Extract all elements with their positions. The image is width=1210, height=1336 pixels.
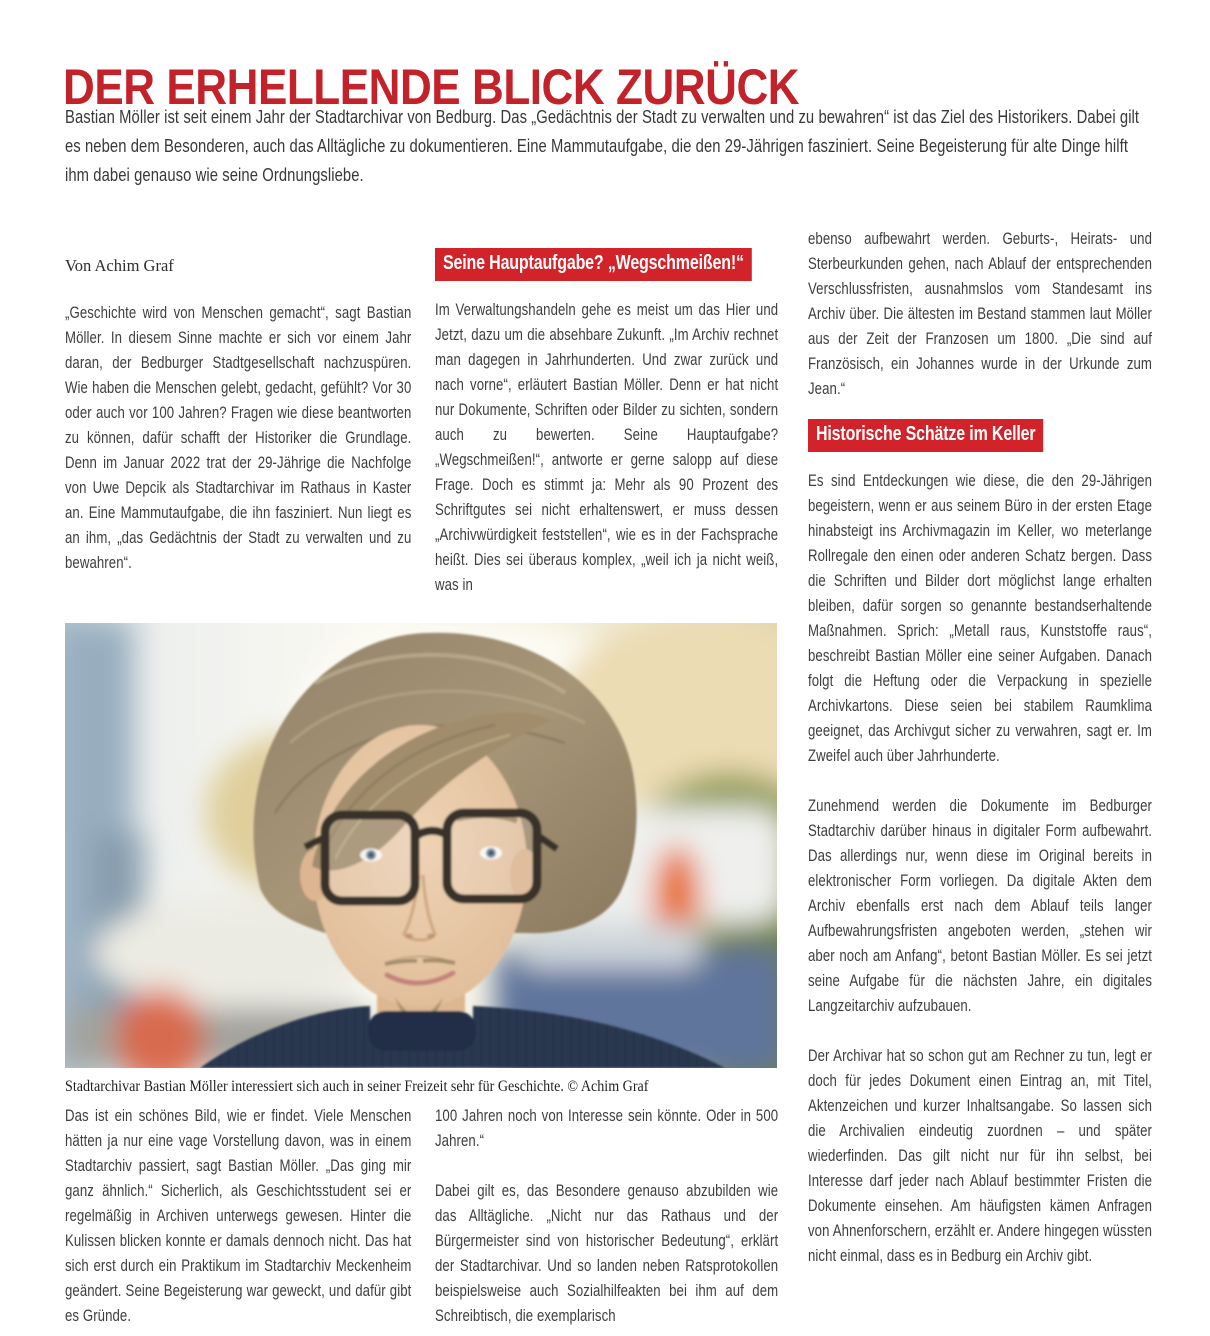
paragraph: „Geschichte wird von Menschen gemacht“, sagt Bastian Möller. In diesem Sinne machte er sich vor einem Jahr daran, der Bedburger Stadtgesellschaft nachzuspüren. Wie haben die Menschen gelebt, gedacht, gefühlt? Vor 30 oder auch vor 100 Jahren? Fragen wie diese beantworten zu können, dafür schafft der Historiker die Grundlage. Denn im Januar 2022 trat der 29-Jährige die Nachfolge von Uwe Depcik als Stadtarchivar im Rathaus in Kaster an. Eine Mammutaufgabe, die ihn fasziniert. Nun liegt es an ihm, „das Gedächtnis der Stadt zu verwalten und zu bewahren“. (65, 304, 412, 572)
photo-caption: Stadtarchivar Bastian Möller interessiert sich auch in seiner Freizeit sehr für Geschichte. © Achim Graf (65, 1078, 649, 1095)
portrait-photo (65, 623, 777, 1068)
author-byline: Von Achim Graf (65, 256, 174, 275)
article-headline: DER ERHELLENDE BLICK ZURÜCK (63, 58, 800, 115)
column2-top-section (435, 248, 778, 598)
paragraph: Das ist ein schönes Bild, wie er findet. Viele Menschen hätten ja nur eine vage Vorstellung davon, was in einem Stadtarchiv passiert, sagt Bastian Möller. „Das ging mir ganz ähnlich.“ Sicherlich, als Geschichtsstudent sei er regelmäßig in Archiven unterwegs gewesen. Hinter die Kulissen blicken konnte er damals dennoch nicht. Das hat sich erst durch ein Praktikum im Stadtarchiv Meckenheim geändert. Seine Begeisterung war geweckt, und dafür gibt es Gründe. (65, 1107, 412, 1325)
section-subhead-treasures: Historische Schätze im Keller (808, 419, 1043, 452)
column3-section (808, 227, 1152, 1269)
column1-bottom-paragraph (65, 1104, 411, 1329)
paragraph: Es sind Entdeckungen wie diese, die den 29-Jährigen begeistern, wenn er aus seinem Büro in der ersten Etage hinabsteigt ins Archivmagazin im Keller, wo meterlange Rollregale den einen oder anderen Schatz bergen. Dass die Schriften und Bilder dort möglichst lange erhalten bleiben, dafür sorgen so genannte bestandserhaltende Maßnahmen. Sprich: „Metall raus, Kunststoffe raus“, beschreibt Bastian Möller eine seiner Aufgaben. Danach folgt die Heftung oder die Verpackung in spezielle Archivkartons. Diese seien bei stabilem Raumklima geeignet, das Archivgut sicher zu verwahren, sagt er. Im Zweifel auch über Jahrhunderte. (808, 472, 1152, 765)
column2-bottom-paragraphs (435, 1104, 778, 1329)
portrait-photo-illustration (65, 623, 777, 1068)
section-subhead-main-task: Seine Hauptaufgabe? „Wegschmeißen!“ (435, 248, 752, 281)
paragraph: Dabei gilt es, das Besondere genauso abzubilden wie das Alltägliche. „Nicht nur das Rathaus und der Bürgermeister sind von historischer Bedeutung“, erklärt der Stadtarchivar. Und so landen neben Ratsprotokollen beispielsweise auch Sozialhilfeakten bei ihm auf dem Schreibtisch, die exemplarisch (435, 1182, 779, 1325)
paragraph: ebenso aufbewahrt werden. Geburts-, Heirats- und Sterbeurkunden gehen, nach Ablauf der entsprechenden Verschlussfristen, ausnahmslos vom Standesamt ins Archiv über. Die ältesten im Bestand stammen laut Möller aus der Zeit der Franzosen um 1800. „Die sind auf Französisch, ein Johannes wurde in der Urkunde zum Jean.“ (808, 230, 1152, 398)
paragraph: Zunehmend werden die Dokumente im Bedburger Stadtarchiv darüber hinaus in digitaler Form aufbewahrt. Das allerdings nur, wenn diese im Original bereits in elektronischer Form vorliegen. Da digitale Akten dem Archiv ebenfalls erst nach dem Ablauf teils langer Aufbewahrungsfristen angeboten werden, „stehen wir aber noch am Anfang“, betont Bastian Möller. Es sei jetzt seine Aufgabe für die nächsten Jahre, ein digitales Langzeitarchiv aufzubauen. (808, 797, 1152, 1015)
article-lead: Bastian Möller ist seit einem Jahr der Stadtarchivar von Bedburg. Das „Gedächtnis der Stadt zu verwalten und zu bewahren“ ist das Ziel des Historikers. Dabei gilt es neben dem Besonderen, auch das Alltägliche zu dokumentieren. Eine Mammutaufgabe, die den 29-Jährigen fasziniert. Seine Begeisterung für alte Dinge hilft ihm dabei genauso wie seine Ordnungsliebe. (65, 106, 1140, 185)
paragraph: Der Archivar hat so schon gut am Rechner zu tun, legt er doch für jedes Dokument einen Eintrag an, mit Titel, Aktenzeichen und kurzer Inhaltsangabe. So lassen sich die Archivalien eindeutig zuordnen – und später wiederfinden. Das gilt nicht nur für ihn selbst, bei Interesse darf jeder nach Ablauf bestimmter Fristen die Dokumente einsehen. Am häufigsten kämen Anfragen von Ahnenforschern, erzählt er. Andere hingegen wüssten nicht einmal, dass es in Bedburg ein Archiv gibt. (808, 1047, 1152, 1265)
paragraph: 100 Jahren noch von Interesse sein könnte. Oder in 500 Jahren.“ (435, 1107, 779, 1150)
column1-top-paragraph (65, 301, 411, 576)
paragraph: Im Verwaltungshandeln gehe es meist um das Hier und Jetzt, dazu um die absehbare Zukunft. „Im Archiv rechnet man dagegen in Jahrhunderten. Und zwar zurück und nach vorne“, erläutert Bastian Möller. Denn er hat nicht nur Dokumente, Schriften oder Bilder zu sichten, sondern auch zu bewerten. Seine Hauptaufgabe? „Wegschmeißen!“, antworte er gerne salopp auf diese Frage. Doch es stimmt ja: Mehr als 90 Prozent des Schriftgutes sei nicht erhaltenswert, er muss dessen „Archivwürdigkeit feststellen“, wie es in der Fachsprache heißt. Dies sei überaus komplex, „weil ich ja nicht weiß, was in (435, 301, 779, 594)
